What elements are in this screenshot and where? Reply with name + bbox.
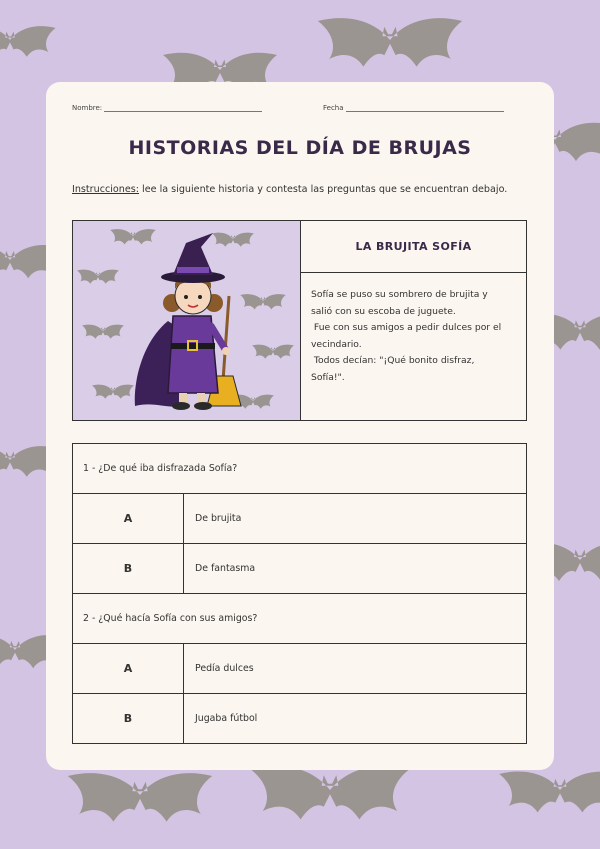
instructions-text: lee la siguiente historia y contesta las preguntas que se encuentran debajo. (139, 184, 508, 195)
story-box (72, 220, 527, 421)
date-field[interactable] (323, 104, 504, 112)
option-row[interactable] (73, 694, 527, 744)
worksheet (46, 82, 554, 770)
date-label: Fecha (323, 104, 344, 112)
option-answer[interactable]: De fantasma (184, 544, 527, 594)
bat-icon (318, 18, 462, 67)
name-label: Nombre: (72, 104, 103, 112)
option-row[interactable] (73, 544, 527, 594)
option-letter[interactable]: B (73, 544, 184, 594)
page-title: HISTORIAS DEL DÍA DE BRUJAS (128, 137, 472, 159)
option-row[interactable] (73, 644, 527, 694)
option-answer[interactable]: Jugaba fútbol (184, 694, 527, 744)
bat-icon (499, 772, 600, 813)
instructions (72, 184, 507, 195)
question-row (73, 444, 527, 494)
story-line: Sofía se puso su sombrero de brujita y (311, 289, 488, 300)
name-field[interactable] (72, 104, 262, 112)
option-letter[interactable]: A (73, 644, 184, 694)
story-text (311, 287, 516, 387)
witch-icon (73, 221, 300, 420)
name-underline[interactable] (104, 105, 262, 112)
story-line: salió con su escoba de juguete. (311, 305, 456, 317)
witch-illustration (73, 221, 301, 420)
bat-icon (68, 773, 212, 822)
option-answer[interactable]: Pedía dulces (184, 644, 527, 694)
story-title: LA BRUJITA SOFÍA (301, 221, 526, 273)
question-1: 1 - ¿De qué iba disfrazada Sofía? (73, 444, 527, 494)
questions-table (72, 443, 527, 744)
question-2: 2 - ¿Qué hacía Sofía con sus amigos? (73, 594, 527, 644)
story-line: Fue con sus amigos a pedir dulces por el (311, 322, 502, 334)
option-answer[interactable]: De brujita (184, 494, 527, 544)
bat-icon (0, 26, 56, 57)
option-letter[interactable]: B (73, 694, 184, 744)
story-line: vecindario. (311, 338, 362, 350)
bat-icon (250, 766, 410, 820)
story-line: Todos decían: "¡Qué bonito disfraz, (311, 355, 475, 367)
story-line: Sofía!". (311, 371, 345, 383)
date-underline[interactable] (346, 105, 504, 112)
instructions-label: Instrucciones: (72, 184, 139, 195)
question-row (73, 594, 527, 644)
option-letter[interactable]: A (73, 494, 184, 544)
option-row[interactable] (73, 494, 527, 544)
